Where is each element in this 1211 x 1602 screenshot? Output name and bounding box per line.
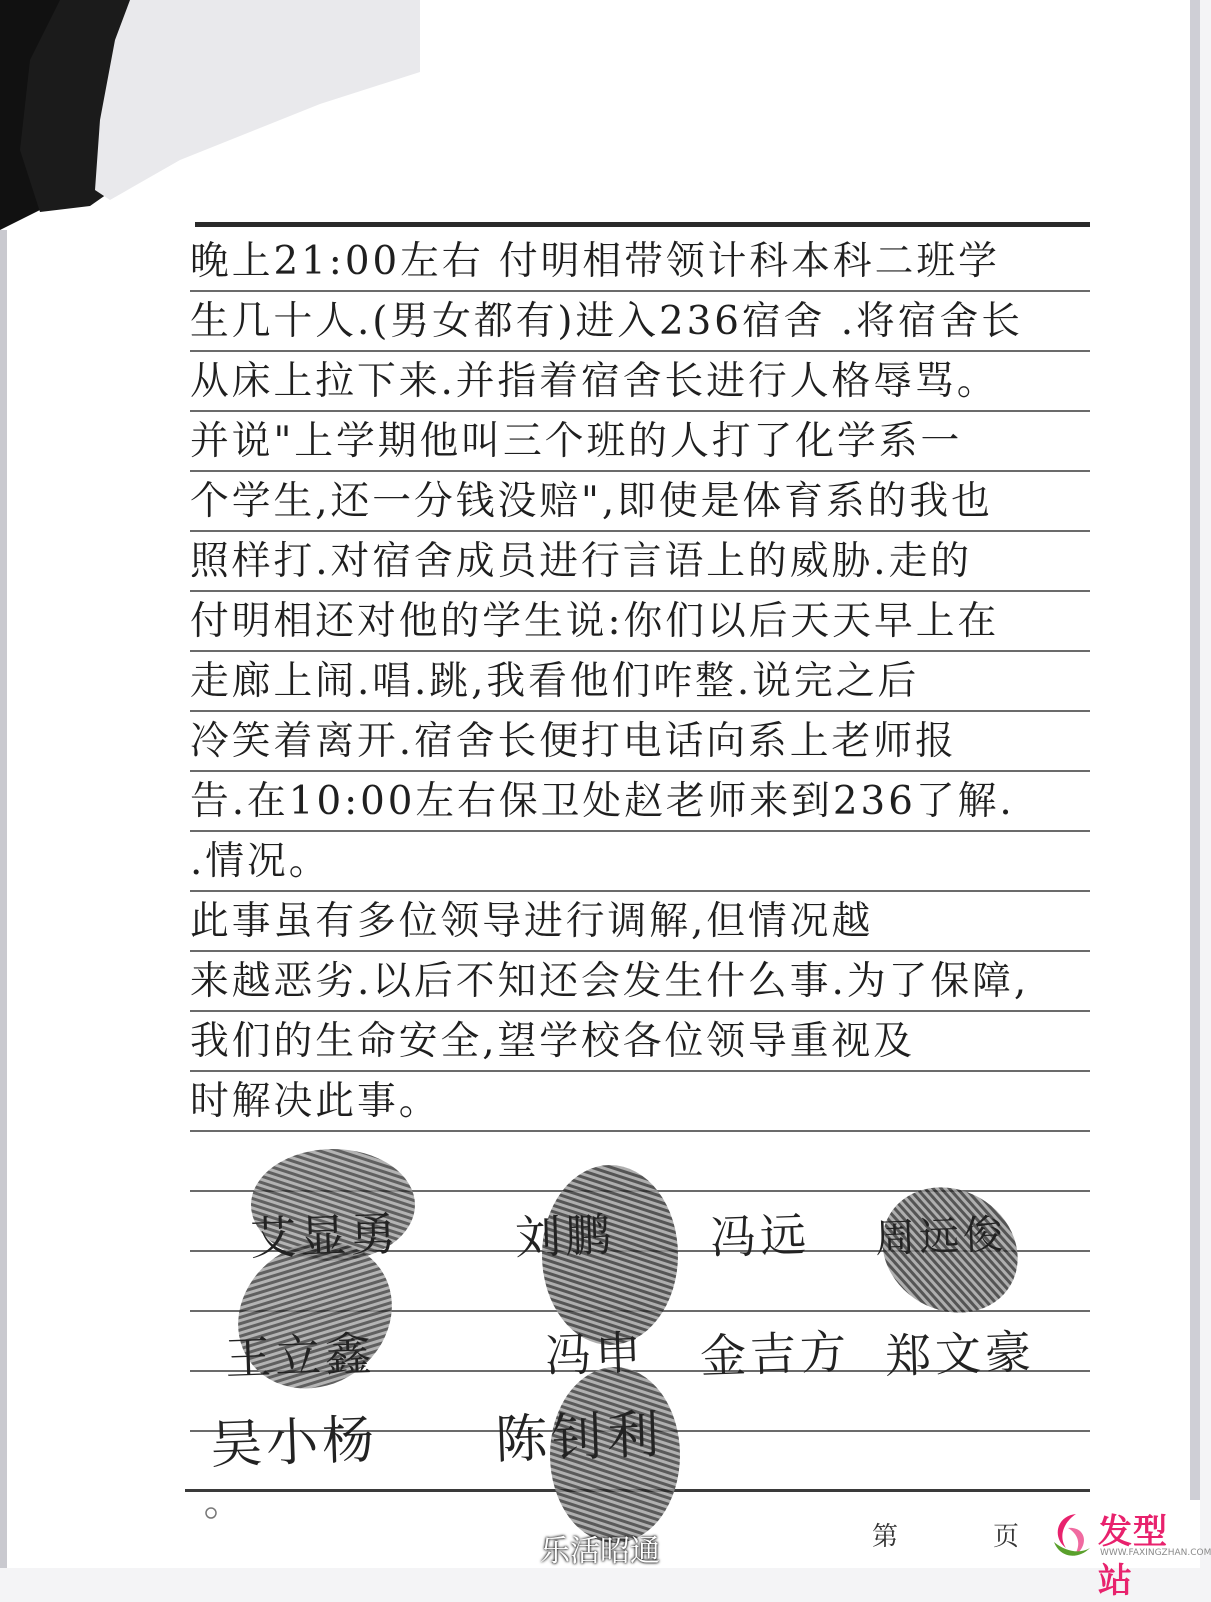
page-label-prefix: 第 [872, 1522, 899, 1552]
signature: 刘鹏 [514, 1207, 617, 1265]
letter-line: 晚上21:00左右 付明相带领计科本科二班学 [190, 239, 1000, 284]
signature: 金吉方 [699, 1324, 852, 1384]
signature: 冯申 [544, 1325, 647, 1383]
signature: 艾显勇 [249, 1206, 402, 1266]
letter-line: 此事虽有多位领导进行调解,但情况越 [190, 899, 874, 944]
letter-line: 冷笑着离开.宿舍长便打电话向系上老师报 [190, 719, 957, 764]
signature: 吴小杨 [209, 1410, 380, 1476]
signature: 王立鑫 [224, 1326, 377, 1386]
letter-line: 生几十人.(男女都有)进入236宿舍 .将宿舍长 [190, 299, 1024, 344]
letter-line: 时解决此事。 [190, 1079, 441, 1124]
page-label-suffix: 页 [993, 1522, 1020, 1552]
signature: 冯远 [709, 1207, 812, 1265]
top-rule-thick [195, 222, 1090, 227]
letter-line: 并说"上学期他叫三个班的人打了化学系一 [190, 419, 963, 464]
right-edge-shadow [1190, 0, 1200, 1568]
letter-line: 从床上拉下来.并指着宿舍长进行人格辱骂。 [190, 359, 999, 404]
letter-line: 个学生,还一分钱没赔",即使是体育系的我也 [190, 479, 993, 524]
signature: 陈钊利 [494, 1405, 665, 1471]
logo-url: WWW.FAXINGZHAN.COM [1100, 1548, 1211, 1558]
letter-line: 来越恶劣.以后不知还会发生什么事.为了保障, [190, 959, 1030, 1004]
watermark-text: 乐活昭通 [540, 1534, 660, 1569]
logo-text: 发型站 [1098, 1512, 1168, 1601]
letter-line: 照样打.对宿舍成员进行言语上的威胁.走的 [190, 539, 973, 584]
left-edge-shadow [0, 0, 20, 1568]
signature: 郑文豪 [884, 1324, 1037, 1384]
signature: 周远俊 [874, 1211, 1008, 1263]
site-logo [1040, 1500, 1211, 1601]
letter-line: 告.在10:00左右保卫处赵老师来到236了解. [190, 779, 1015, 824]
torn-corner-shadow [0, 0, 420, 240]
punch-hole [204, 1506, 218, 1520]
letter-line: 走廊上闹.唱.跳,我看他们咋整.说完之后 [190, 659, 920, 704]
letter-line: .情况。 [190, 839, 331, 884]
flower-logo-icon [1046, 1508, 1096, 1562]
letter-line: 我们的生命安全,望学校各位领导重视及 [190, 1019, 916, 1064]
letter-line: 付明相还对他的学生说:你们以后天天早上在 [190, 599, 1000, 644]
